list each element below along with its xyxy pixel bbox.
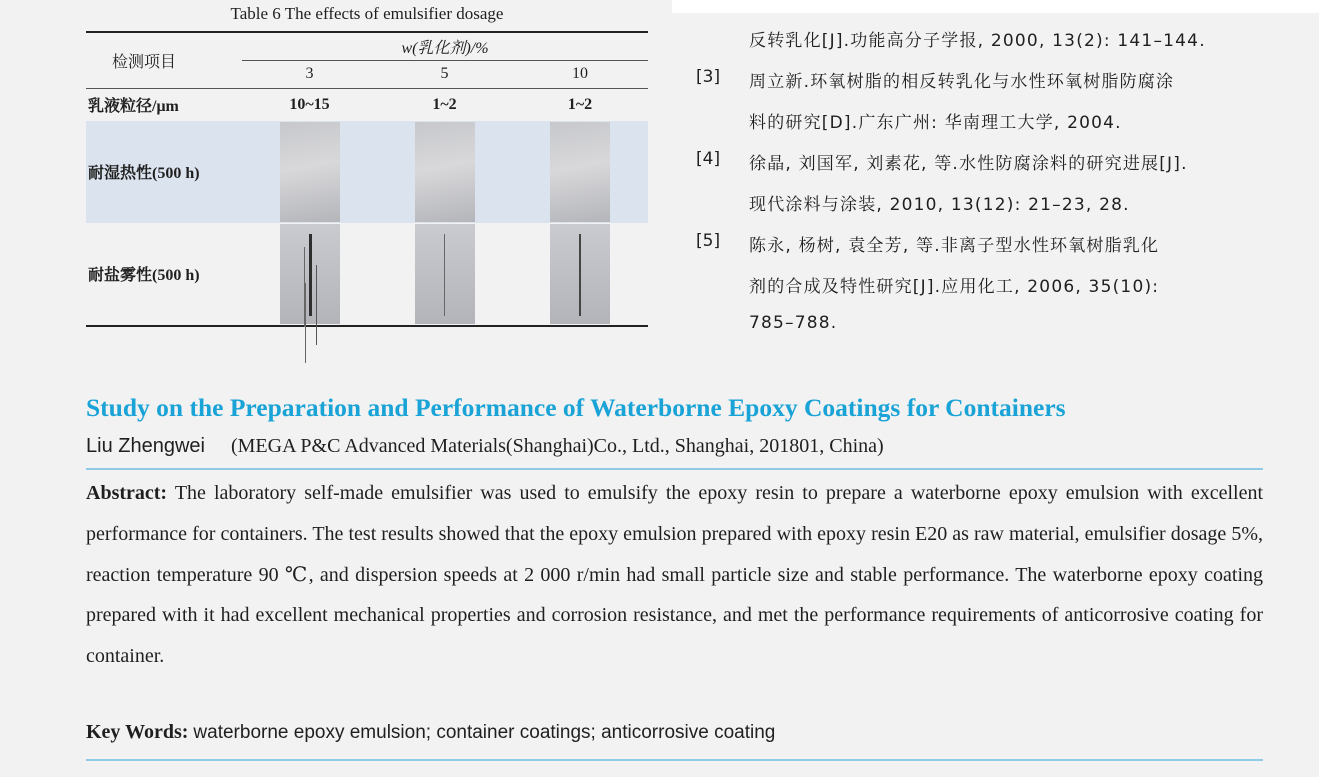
emulsifier-dosage-table [86, 31, 648, 327]
dosage-5: 5 [377, 60, 512, 88]
humidity-sample-image [415, 122, 475, 222]
reference-line: 料的研究[D].广东广州: 华南理工大学, 2004. [749, 113, 1122, 133]
reference-number: [5] [696, 231, 721, 251]
scratch-mark [309, 234, 312, 316]
reference-line: 反转乳化[J].功能高分子学报, 2000, 13(2): 141–144. [749, 31, 1206, 51]
scratch-mark [444, 234, 445, 316]
keywords-line [86, 721, 775, 744]
author-name: Liu Zhengwei [86, 435, 205, 457]
keywords-label: Key Words: [86, 721, 189, 743]
salt-spray-sample-image [280, 224, 340, 324]
salt-spray-sample-image [415, 224, 475, 324]
particle-size-3: 10~15 [242, 88, 377, 121]
humidity-sample-image [550, 122, 610, 222]
affiliation: (MEGA P&C Advanced Materials(Shanghai)Co., Ltd., Shanghai, 201801, China) [230, 435, 884, 457]
table-caption: Table 6 The effects of emulsifier dosage [230, 4, 504, 23]
salt-spray-sample-image [550, 224, 610, 324]
abstract-label: Abstract: [86, 482, 168, 504]
reference-line: 陈永, 杨树, 袁全芳, 等.非离子型水性环氧树脂乳化 [749, 236, 1160, 256]
reference-line: 徐晶, 刘国军, 刘素花, 等.水性防腐涂料的研究进展[J]. [749, 154, 1188, 174]
author-line [86, 435, 884, 458]
item-header: 检测项目 [86, 32, 242, 88]
particle-size-10: 1~2 [512, 88, 648, 121]
reference-line: 现代涂料与涂装, 2010, 13(12): 21–23, 28. [749, 195, 1130, 215]
abstract-text: The laboratory self-made emulsifier was used to emulsify the epoxy resin to prepare a waterborne epoxy emulsion with excellent performance for containers. The test results showed that the epoxy emulsion prepared with epoxy resin E20 as raw material, emulsifier dosage 5%, reaction temperature 90 ℃, and dispersion speeds at 2 000 r/min had small particle size and stable performance. The waterborne epoxy coating prepared with it had excellent mechanical properties and corrosion resistance, and met the performance requirements of anticorrosive coating for container. [86, 482, 1263, 668]
salt-spray-label: 耐盐雾性(500 h) [88, 267, 200, 284]
dosage-header: w(乳化剂)/% [242, 32, 648, 60]
reference-number: [4] [696, 149, 721, 169]
reference-line: 剂的合成及特性研究[J].应用化工, 2006, 35(10): [749, 277, 1160, 297]
keywords-text: waterborne epoxy emulsion; container coatings; anticorrosive coating [193, 722, 776, 743]
humidity-sample-image [280, 122, 340, 222]
abstract-paragraph [86, 473, 1263, 677]
particle-size-5: 1~2 [377, 88, 512, 121]
separator-line [86, 468, 1263, 470]
separator-line [86, 759, 1263, 761]
scratch-mark [579, 234, 581, 316]
reference-number: [3] [696, 67, 721, 87]
dosage-10: 10 [512, 60, 648, 88]
particle-size-label: 乳液粒径/μm [86, 88, 242, 121]
dosage-3: 3 [242, 60, 377, 88]
top-white-strip [672, 0, 1319, 13]
reference-line: 785–788. [749, 313, 838, 333]
article-title: Study on the Preparation and Performance of Waterborne Epoxy Coatings for Containers [86, 393, 1066, 422]
reference-line: 周立新.环氧树脂的相反转乳化与水性环氧树脂防腐涂 [749, 72, 1175, 92]
humidity-label: 耐湿热性(500 h) [88, 165, 200, 182]
